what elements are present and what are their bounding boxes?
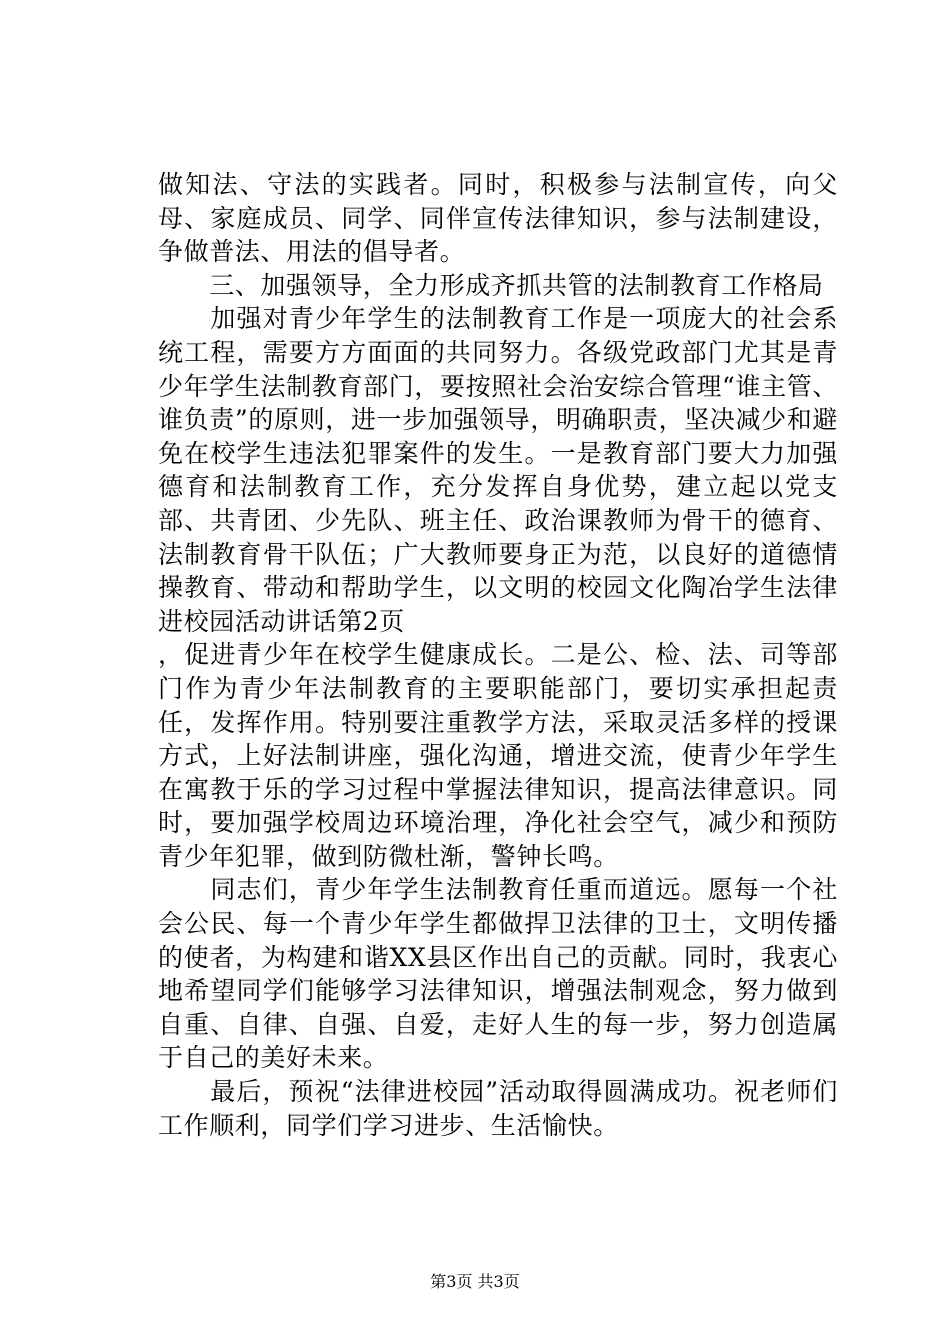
- paragraph-5: 同志们，青少年学生法制教育任重而道远。愿每一个社会公民、每一个青少年学生都做捍卫法律的卫士，文明传播的使者，为构建和谐XX县区作出自己的贡献。同时，我衷心地希望同学们能够学习法律知识，增强法制观念，努力做到自重、自律、自强、自爱，走好人生的每一步，努力创造属于自己的美好未来。: [158, 875, 838, 1073]
- page-footer: [0, 1272, 950, 1292]
- paragraph-6: 最后，预祝“法律进校园”活动取得圆满成功。祝老师们工作顺利，同学们学习进步、生活愉快。: [158, 1077, 838, 1140]
- document-body: [158, 168, 838, 1142]
- section-heading-3: 三、加强领导，全力形成齐抓共管的法制教育工作格局: [158, 270, 824, 300]
- paragraph-1: 做知法、守法的实践者。同时，积极参与法制宣传，向父母、家庭成员、同学、同伴宣传法律知识，参与法制建设，争做普法、用法的倡导者。: [158, 170, 838, 267]
- page-number: 第3页 共3页: [430, 1272, 520, 1291]
- paragraph-3: 加强对青少年学生的法制教育工作是一项庞大的社会系统工程，需要方方面面的共同努力。各级党政部门尤其是青少年学生法制教育部门，要按照社会治安综合管理“谁主管、谁负责”的原则，进一步加强领导，明确职责，坚决减少和避免在校学生违法犯罪案件的发生。一是教育部门要大力加强德育和法制教育工作，充分发挥自身优势，建立起以党支部、共青团、少先队、班主任、政治课教师为骨干的德育、法制教育骨干队伍；广大教师要身正为范，以良好的道德情操教育、带动和帮助学生，以文明的校园文化陶冶学生法律进校园活动讲话第2页: [158, 304, 838, 636]
- paragraph-4: ，促进青少年在校学生健康成长。二是公、检、法、司等部门作为青少年法制教育的主要职能部门，要切实承担起责任，发挥作用。特别要注重教学方法，采取灵活多样的授课方式，上好法制讲座，强化沟通，增进交流，使青少年学生在寓教于乐的学习过程中掌握法律知识，提高法律意识。同时，要加强学校周边环境治理，净化社会空气，减少和预防青少年犯罪，做到防微杜渐，警钟长鸣。: [158, 640, 838, 871]
